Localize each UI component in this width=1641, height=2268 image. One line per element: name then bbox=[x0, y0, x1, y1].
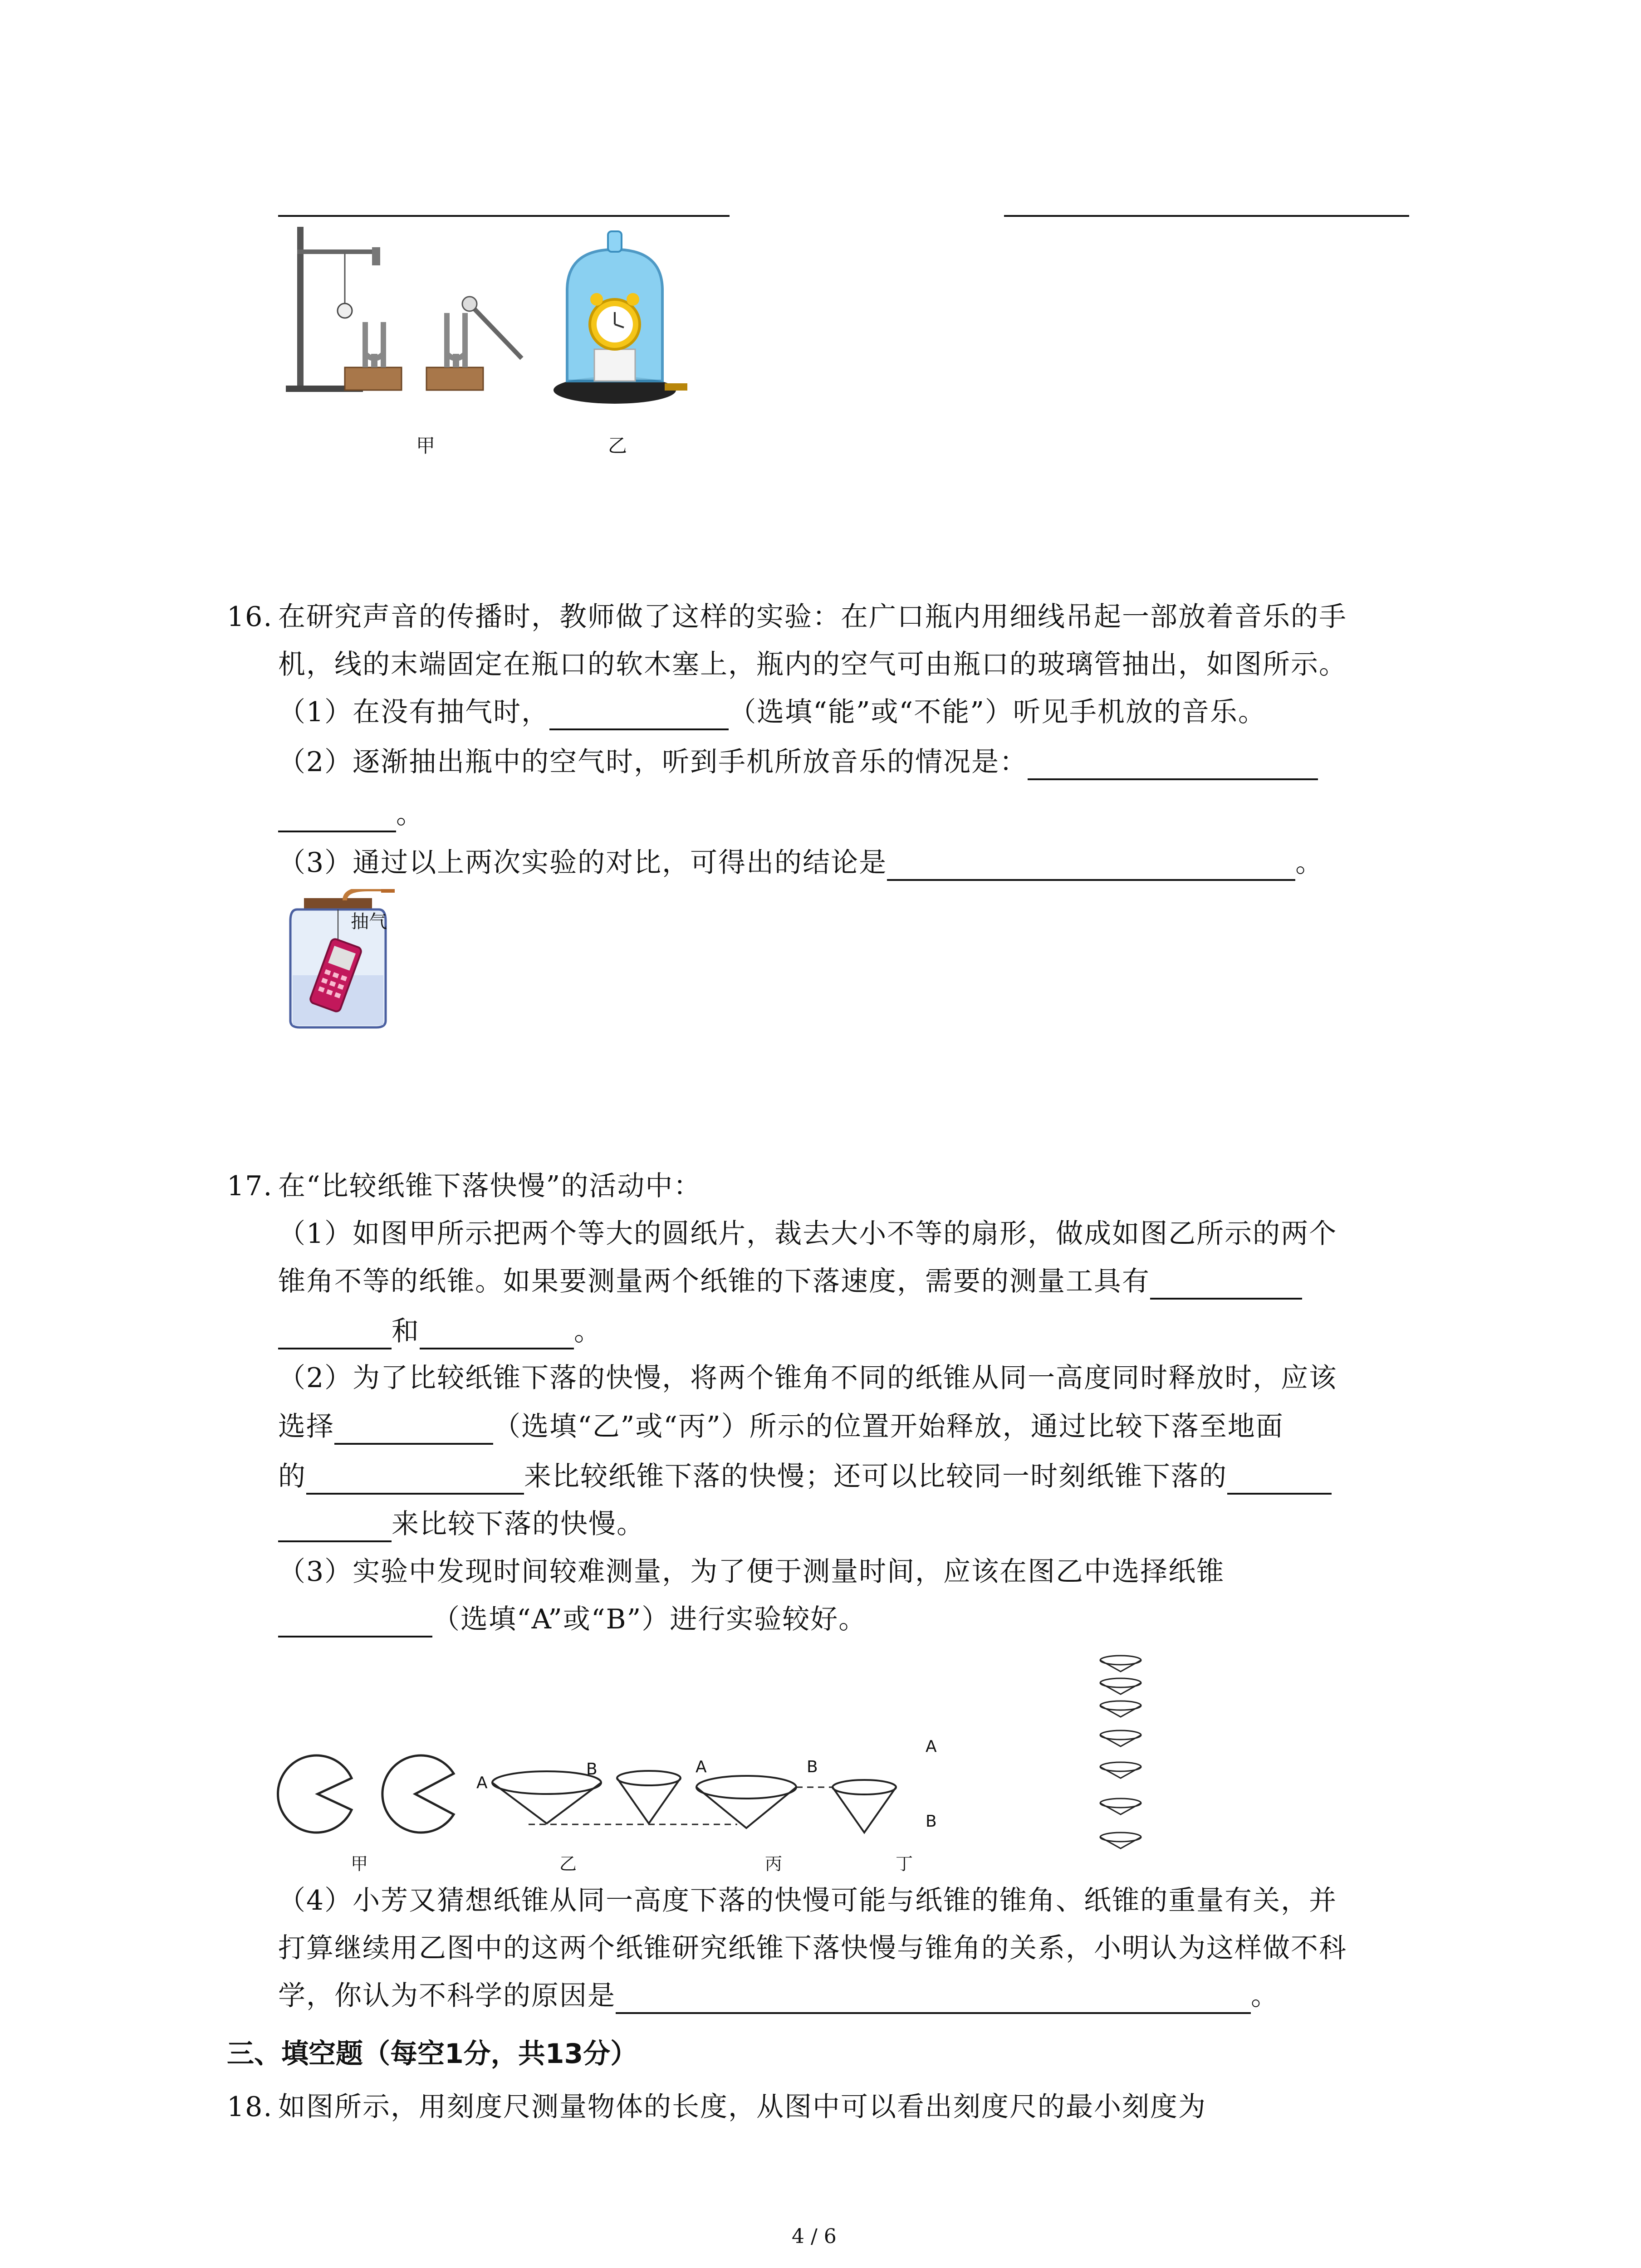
q16-part1 bbox=[278, 694, 1266, 730]
figure-label-yi: 乙 bbox=[608, 435, 627, 457]
q17-blank-tool1-cont[interactable] bbox=[278, 1320, 392, 1349]
q16-blank3[interactable] bbox=[887, 851, 1295, 881]
q16-number: 16. bbox=[227, 601, 273, 633]
q17-p3-line2-b: （选填“A”或“B”）进行实验较好。 bbox=[432, 1603, 867, 1635]
section-heading-fill-in: 三、填空题（每空1分，共13分） bbox=[227, 2038, 638, 2070]
q17-blank-distance-cont[interactable] bbox=[278, 1512, 392, 1542]
q17-and: 和 bbox=[392, 1315, 420, 1347]
figure-label-jia: 甲 bbox=[416, 435, 436, 457]
q17-blank-tool1[interactable] bbox=[1150, 1270, 1302, 1300]
q17-p4-line3 bbox=[278, 1978, 1279, 2014]
q16-blank2[interactable] bbox=[1028, 750, 1318, 780]
q16-part1-prefix: （1）在没有抽气时， bbox=[278, 696, 550, 728]
q16-part1-suffix: （选填“能”或“不能”）听见手机放的音乐。 bbox=[729, 696, 1266, 728]
q17-p2-line2-b: （选填“乙”或“丙”）所示的位置开始释放，通过比较下落至地面 bbox=[493, 1411, 1284, 1442]
cone-figure-label-yi: 乙 bbox=[559, 1854, 577, 1874]
q16-line2: 机，线的末端固定在瓶口的软木塞上，瓶内的空气可由瓶口的玻璃管抽出，如图所示。 bbox=[278, 649, 1347, 680]
q17-blank-cone[interactable] bbox=[278, 1608, 432, 1637]
q17-p1-line2 bbox=[278, 1263, 1302, 1300]
bottle-label-pump: 抽气 bbox=[351, 911, 387, 932]
q16-blank2-cont[interactable] bbox=[278, 802, 396, 832]
q17-p1-line3 bbox=[278, 1313, 602, 1349]
q16-line1: 在研究声音的传播时，教师做了这样的实验：在广口瓶内用细线吊起一部放着音乐的手 bbox=[278, 601, 1347, 633]
q17-p2-line3-b: 来比较纸锥下落的快慢；还可以比较同一时刻纸锥下落的 bbox=[524, 1461, 1227, 1492]
q17-blank-reason[interactable] bbox=[616, 1984, 1251, 2014]
q17-p2-line2-a: 选择 bbox=[278, 1411, 334, 1442]
cone-figure-label-bing: 丙 bbox=[765, 1854, 783, 1874]
q17-p2-line4 bbox=[278, 1506, 645, 1542]
q17-p1-end: 。 bbox=[574, 1315, 602, 1347]
bottle-figure bbox=[277, 889, 413, 1034]
q18-number: 18. bbox=[227, 2091, 273, 2123]
q17-p4-line1: （4）小芳又猜想纸锥从同一高度下落的快慢可能与纸锥的锥角、纸锥的重量有关，并 bbox=[278, 1885, 1337, 1916]
q17-intro: 在“比较纸锥下落快慢”的活动中： bbox=[278, 1170, 702, 1202]
cone-label-B-bing: B bbox=[807, 1758, 818, 1776]
q17-p2-line3 bbox=[278, 1458, 1332, 1495]
q17-blank-tool2[interactable] bbox=[420, 1320, 574, 1349]
q17-number: 17. bbox=[227, 1170, 273, 1202]
answer-line-top-left bbox=[278, 215, 730, 217]
q16-blank1[interactable] bbox=[549, 700, 729, 730]
q16-part2 bbox=[278, 744, 1318, 780]
q16-part3-end: 。 bbox=[1295, 847, 1324, 879]
tuning-fork-figure bbox=[277, 222, 712, 413]
page-number: 4 / 6 bbox=[792, 2225, 837, 2248]
cone-label-B-yi: B bbox=[586, 1760, 598, 1779]
q16-part3-prefix: （3）通过以上两次实验的对比，可得出的结论是 bbox=[278, 847, 887, 879]
q17-blank-position[interactable] bbox=[334, 1415, 493, 1445]
q17-p1-line2-text: 锥角不等的纸锥。如果要测量两个纸锥的下落速度，需要的测量工具有 bbox=[278, 1266, 1150, 1297]
q17-p2-line4-b: 来比较下落的快慢。 bbox=[392, 1508, 645, 1540]
q17-p4-line2: 打算继续用乙图中的这两个纸锥研究纸锥下落快慢与锥角的关系，小明认为这样做不科 bbox=[278, 1932, 1347, 1964]
q17-p4-end: 。 bbox=[1251, 1980, 1279, 2012]
q17-p2-line2 bbox=[278, 1408, 1284, 1445]
cone-label-B-ding: B bbox=[926, 1812, 937, 1831]
q16-part2-prefix: （2）逐渐抽出瓶中的空气时，听到手机所放音乐的情况是： bbox=[278, 746, 1028, 778]
q16-part2-cont bbox=[278, 796, 424, 832]
q17-p3-line2 bbox=[278, 1601, 867, 1637]
q17-p1-line1: （1）如图甲所示把两个等大的圆纸片，裁去大小不等的扇形，做成如图乙所示的两个 bbox=[278, 1218, 1337, 1250]
cone-figure-label-jia: 甲 bbox=[351, 1854, 368, 1874]
q17-p4-line3-a: 学，你认为不科学的原因是 bbox=[278, 1980, 616, 2012]
paper-cones-figure bbox=[274, 1651, 1436, 1878]
cone-label-A-yi: A bbox=[476, 1774, 488, 1792]
cone-label-A-bing: A bbox=[696, 1758, 707, 1776]
q17-p2-line3-a: 的 bbox=[278, 1461, 306, 1492]
q17-blank-distance[interactable] bbox=[1227, 1465, 1332, 1495]
q16-part2-end: 。 bbox=[396, 798, 424, 830]
cone-label-A-ding: A bbox=[926, 1737, 937, 1756]
q18-line1: 如图所示，用刻度尺测量物体的长度，从图中可以看出刻度尺的最小刻度为 bbox=[278, 2091, 1206, 2123]
q16-part3 bbox=[278, 845, 1323, 881]
q17-p2-line1: （2）为了比较纸锥下落的快慢，将两个锥角不同的纸锥从同一高度同时释放时，应该 bbox=[278, 1362, 1337, 1394]
q17-p3-line1: （3）实验中发现时间较难测量，为了便于测量时间，应该在图乙中选择纸锥 bbox=[278, 1556, 1225, 1588]
cone-figure-label-ding: 丁 bbox=[896, 1854, 913, 1874]
q17-blank-time[interactable] bbox=[306, 1465, 524, 1495]
answer-line-top-right bbox=[1004, 215, 1409, 217]
